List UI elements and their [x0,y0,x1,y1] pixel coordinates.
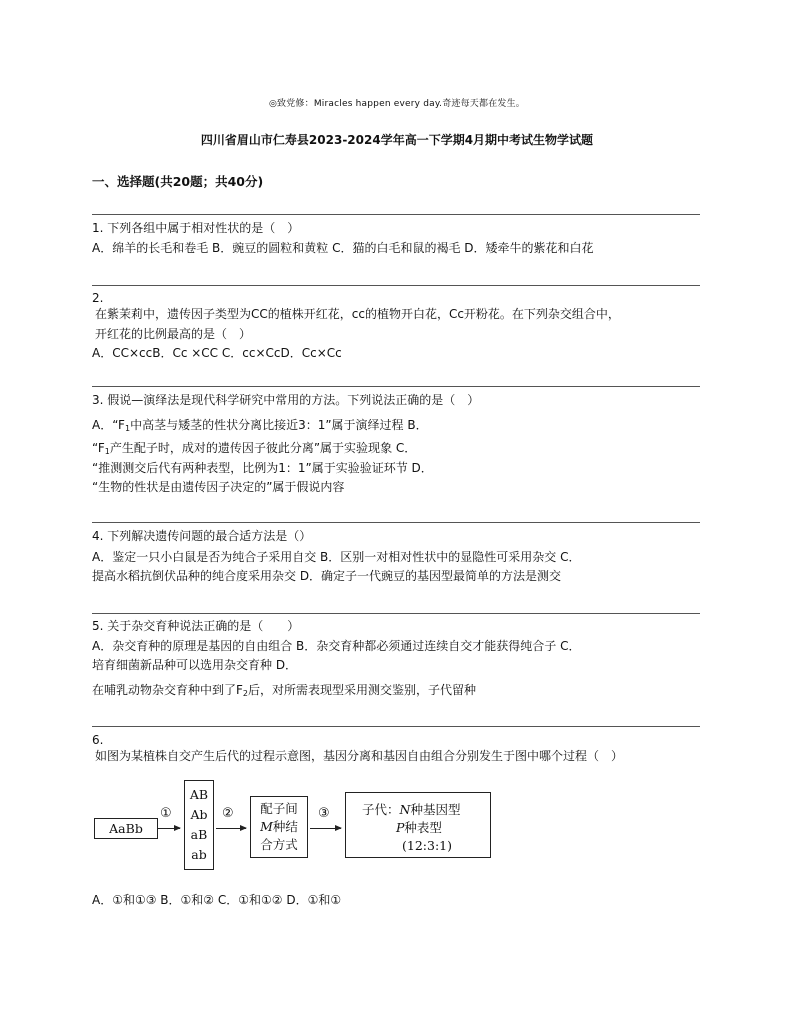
process-diagram [92,778,512,878]
step-1-marker: ① [160,806,172,821]
gamete-label: ab [191,847,207,862]
q3-option-c: “推测测交后代有两种表型，比例为1：1”属于实验验证环节 D． [92,461,433,475]
arrow-step-1 [158,828,180,829]
q5-options-line1: A．杂交育种的原理是基因的自由组合 B．杂交育种都必须通过连续自交才能获得纯合子 C． [92,639,581,653]
exam-title: 四川省眉山市仁寿县2023-2024学年高一下学期4月期中考试生物学试题 [200,133,594,147]
question-divider [92,214,700,215]
q3-stem: 3. 假说—演绎法是现代科学研究中常用的方法。下列说法正确的是（ ） [92,393,480,407]
combo-line-2: M种结 [260,819,298,834]
q5-options-line2: 培育细菌新品种可以选用杂交育种 D． [92,658,298,672]
combo-line-3: 合方式 [260,837,298,852]
q6-stem: 如图为某植株自交产生后代的过程示意图，基因分离和基因自由组合分别发生于图中哪个过程（ ） [95,749,624,763]
gametes-box [184,780,214,870]
q3-option-a: A．“$F_1$中高茎与矮茎的性状分离比接近3：1”属于演绎过程 B． [92,418,428,433]
q2-options: A．CC×ccB．Cc ×CC C．cc×CcD．Cc×Cc [92,346,342,360]
step-3-marker: ③ [318,806,330,821]
parent-genotype-box: AaBb [94,818,158,839]
q4-stem: 4. 下列解决遗传问题的最合适方法是（） [92,529,312,543]
question-divider [92,386,700,387]
q6-number: 6. [92,733,104,747]
step-2-marker: ② [222,806,234,821]
gamete-label: Ab [190,807,208,822]
gamete-label: AB [189,787,209,802]
q2-number: 2. [92,291,104,305]
arrow-step-3 [310,828,341,829]
q3-option-d: “生物的性状是由遗传因子决定的”属于假说内容 [92,480,345,494]
gamete-combination-box [250,796,308,858]
q1-options: A．绵羊的长毛和卷毛 B．豌豆的圆粒和黄粒 C．猫的白毛和鼠的褐毛 D．矮牵牛的紫花和白花 [92,241,594,255]
q2-stem-line1: 在紫茉莉中，遗传因子类型为CC的植株开红花，cc的植物开白花，Cc开粉花。在下列杂交组合中， [95,307,620,321]
q2-stem-line2: 开红花的比例最高的是（ ） [95,327,252,341]
offspring-box [345,792,491,858]
q6-options: A．①和①③ B．①和② C．①和①② D．①和① [92,893,342,907]
question-divider [92,522,700,523]
question-divider [92,613,700,614]
q4-options-line1: A．鉴定一只小白鼠是否为纯合子采用自交 B．区别一对相对性状中的显隐性可采用杂交 C． [92,550,581,564]
q5-stem: 5. 关于杂交育种说法正确的是（ ） [92,619,300,633]
section-heading: 一、选择题(共20题；共40分) [92,174,264,189]
gamete-label: aB [190,827,208,842]
offspring-genotypes: 子代：N种基因型 [362,802,461,817]
q3-option-b: “$F_1$产生配子时，成对的遗传因子彼此分离”属于实验现象 C． [92,441,417,456]
question-divider [92,285,700,286]
question-divider [92,726,700,727]
combo-line-1: 配子间 [260,801,298,816]
q4-options-line2: 提高水稻抗倒伏品种的纯合度采用杂交 D．确定子一代豌豆的基因型最简单的方法是测交 [92,569,562,583]
arrow-step-2 [216,828,246,829]
q1-stem: 1. 下列各组中属于相对性状的是（ ） [92,221,300,235]
q5-options-line3: 在哺乳动物杂交育种中到了$F_2$后，对所需表现型采用测交鉴别，子代留种 [92,683,477,698]
header-motto: ◎致党修：Miracles happen every day.奇迹每天都在发生。 [268,99,526,109]
offspring-phenotypes: P种表型 [396,820,442,835]
offspring-ratio: (12:3:1) [402,838,452,853]
